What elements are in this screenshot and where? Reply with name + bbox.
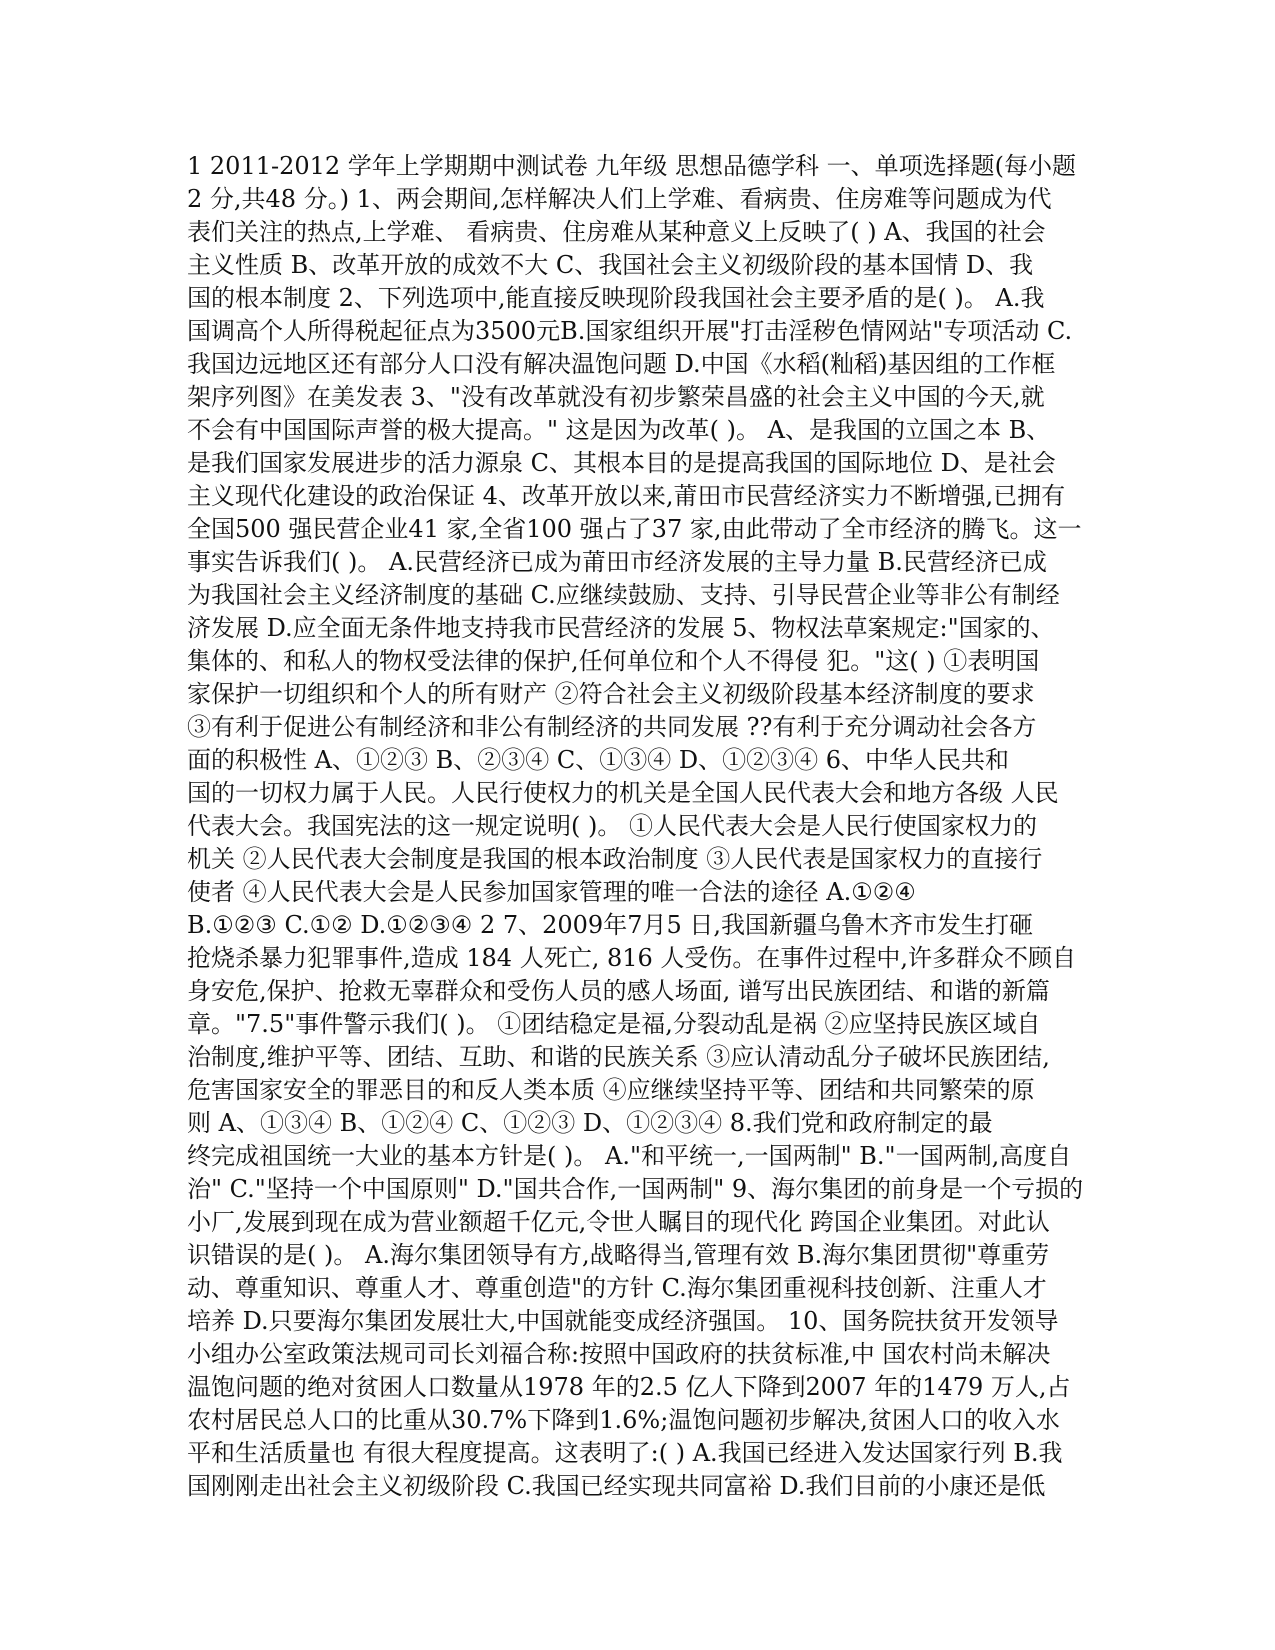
text-line: 家保护一切组织和个人的所有财产 ②符合社会主义初级阶段基本经济制度的要求 <box>187 680 1035 708</box>
text-line: 事实告诉我们( )。 A.民营经济已成为莆田市经济发展的主导力量 B.民营经济已成 <box>187 548 1047 576</box>
text-line: 则 A、①③④ B、①②④ C、①②③ D、①②③④ 8.我们党和政府制定的最 <box>187 1109 993 1137</box>
text-line: 2 分,共48 分。) 1、两会期间,怎样解决人们上学难、看病贵、住房难等问题成为代 <box>187 185 1052 213</box>
text-line: 为我国社会主义经济制度的基础 C.应继续鼓励、支持、引导民营企业等非公有制经 <box>187 581 1060 609</box>
text-line: 济发展 D.应全面无条件地支持我市民营经济的发展 5、物权法草案规定:"国家的、 <box>187 614 1055 642</box>
text-line: 危害国家安全的罪恶目的和反人类本质 ④应继续坚持平等、团结和共同繁荣的原 <box>187 1076 1035 1104</box>
text-line: 主义性质 B、改革开放的成效不大 C、我国社会主义初级阶段的基本国情 D、我 <box>187 251 1034 279</box>
text-line: 平和生活质量也 有很大程度提高。这表明了:( ) A.我国已经进入发达国家行列 B.我 <box>187 1439 1063 1467</box>
text-line: 国刚刚走出社会主义初级阶段 C.我国已经实现共同富裕 D.我们目前的小康还是低 <box>187 1472 1046 1500</box>
text-line: 小组办公室政策法规司司长刘福合称:按照中国政府的扶贫标准,中 国农村尚未解决 <box>187 1340 1051 1368</box>
text-line: 机关 ②人民代表大会制度是我国的根本政治制度 ③人民代表是国家权力的直接行 <box>187 845 1043 873</box>
text-line: 我国边远地区还有部分人口没有解决温饱问题 D.中国《水稻(籼稻)基因组的工作框 <box>187 350 1056 378</box>
text-line: 是我们国家发展进步的活力源泉 C、其根本目的是提高我国的国际地位 D、是社会 <box>187 449 1056 477</box>
text-line: 动、尊重知识、尊重人才、尊重创造"的方针 C.海尔集团重视科技创新、注重人才 <box>187 1274 1047 1302</box>
text-line: 表们关注的热点,上学难、 看病贵、住房难从某种意义上反映了( ) A、我国的社会 <box>187 218 1046 246</box>
text-line: 代表大会。我国宪法的这一规定说明( )。 ①人民代表大会是人民行使国家权力的 <box>187 812 1037 840</box>
text-line: 培养 D.只要海尔集团发展壮大,中国就能变成经济强国。 10、国务院扶贫开发领导 <box>187 1307 1059 1335</box>
text-line: 终完成祖国统一大业的基本方针是( )。 A."和平统一,一国两制" B."一国两制,高度自 <box>187 1142 1072 1170</box>
text-line: B.①②③ C.①② D.①②③④ 2 7、2009年7月5 日,我国新疆乌鲁木齐市发生打砸 <box>187 911 1033 939</box>
text-line: 集体的、和私人的物权受法律的保护,任何单位和个人不得侵 犯。"这( ) ①表明国 <box>187 647 1040 675</box>
text-line: 身安危,保护、抢救无辜群众和受伤人员的感人场面, 谱写出民族团结、和谐的新篇 <box>187 977 1050 1005</box>
text-line: 国调高个人所得税起征点为3500元B.国家组织开展"打击淫秽色情网站"专项活动 C. <box>187 317 1073 345</box>
text-line: 主义现代化建设的政治保证 4、改革开放以来,莆田市民营经济实力不断增强,已拥有 <box>187 482 1066 510</box>
text-line: 架序列图》在美发表 3、"没有改革就没有初步繁荣昌盛的社会主义中国的今天,就 <box>187 383 1045 411</box>
text-line: 农村居民总人口的比重从30.7%下降到1.6%;温饱问题初步解决,贫困人口的收入水 <box>187 1406 1060 1434</box>
text-line: 不会有中国国际声誉的极大提高。" 这是因为改革( )。 A、是我国的立国之本 B、 <box>187 416 1051 444</box>
text-line: 抢烧杀暴力犯罪事件,造成 184 人死亡, 816 人受伤。在事件过程中,许多群众不顾自 <box>187 944 1077 972</box>
text-line: 1 2011-2012 学年上学期期中测试卷 九年级 思想品德学科 一、单项选择题(每小题 <box>187 152 1077 180</box>
text-line: 治制度,维护平等、团结、互助、和谐的民族关系 ③应认清动乱分子破坏民族团结, <box>187 1043 1050 1071</box>
text-line: 温饱问题的绝对贫困人口数量从1978 年的2.5 亿人下降到2007 年的1479 万人,占 <box>187 1373 1071 1401</box>
text-line: 识错误的是( )。 A.海尔集团领导有方,战略得当,管理有效 B.海尔集团贯彻"尊重劳 <box>187 1241 1050 1269</box>
text-line: 章。"7.5"事件警示我们( )。 ①团结稳定是福,分裂动乱是祸 ②应坚持民族区域自 <box>187 1010 1041 1038</box>
text-line: 治" C."坚持一个中国原则" D."国共合作,一国两制" 9、海尔集团的前身是一个亏损的 <box>187 1175 1084 1203</box>
exam-text-block <box>187 150 1087 1503</box>
text-line: 使者 ④人民代表大会是人民参加国家管理的唯一合法的途径 A.①②④ <box>187 878 916 906</box>
text-line: 全国500 强民营企业41 家,全省100 强占了37 家,由此带动了全市经济的腾飞。这一 <box>187 515 1082 543</box>
text-line: 面的积极性 A、①②③ B、②③④ C、①③④ D、①②③④ 6、中华人民共和 <box>187 746 1009 774</box>
text-line: 小厂,发展到现在成为营业额超千亿元,令世人瞩目的现代化 跨国企业集团。对此认 <box>187 1208 1050 1236</box>
text-line: 国的根本制度 2、下列选项中,能直接反映现阶段我国社会主要矛盾的是( )。 A.我 <box>187 284 1045 312</box>
text-line: ③有利于促进公有制经济和非公有制经济的共同发展 ??有利于充分调动社会各方 <box>187 713 1037 741</box>
text-line: 国的一切权力属于人民。人民行使权力的机关是全国人民代表大会和地方各级 人民 <box>187 779 1059 807</box>
